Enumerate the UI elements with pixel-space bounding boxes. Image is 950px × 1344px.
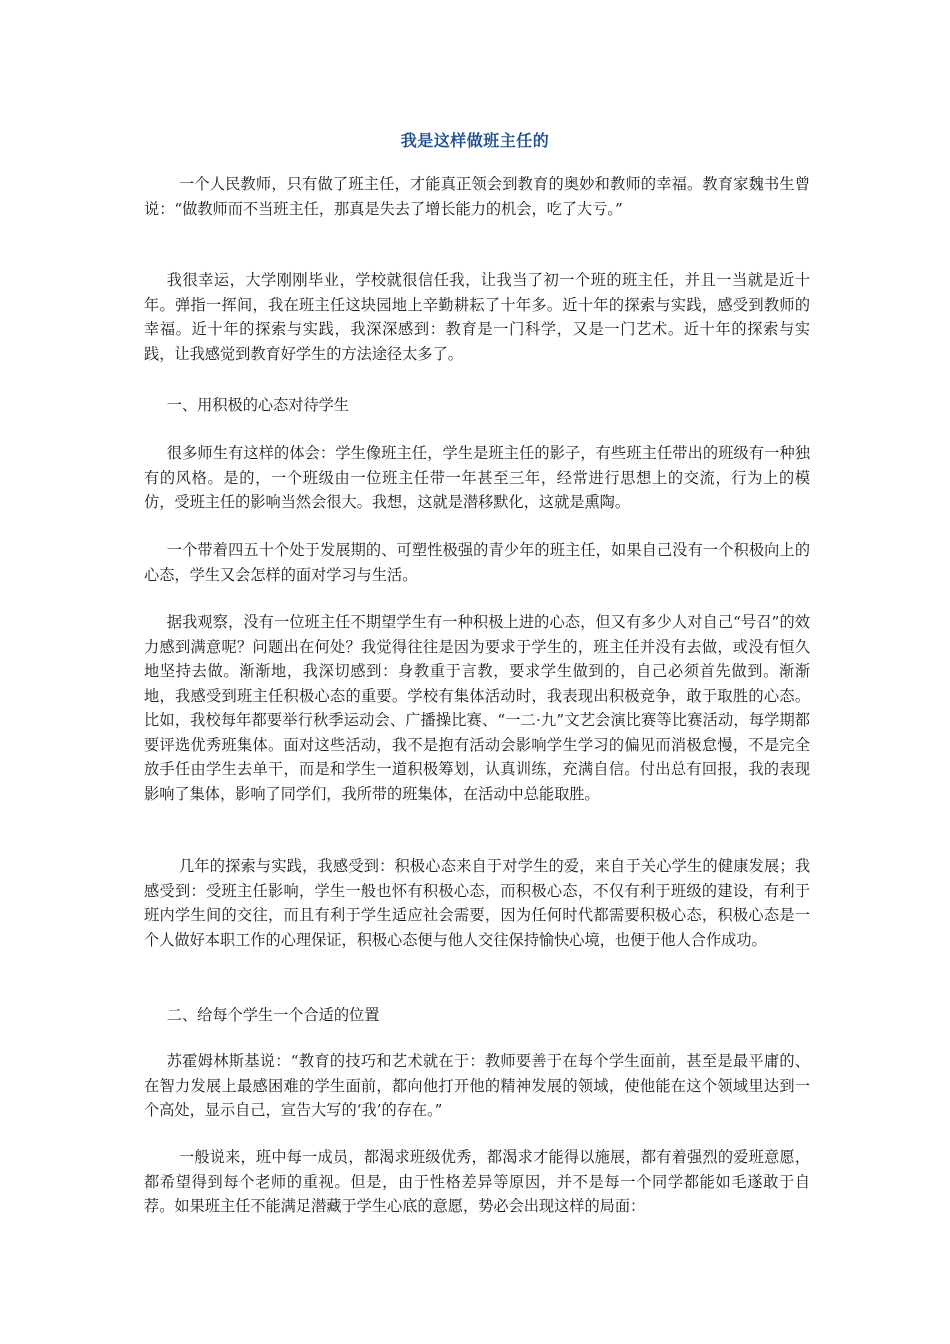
paragraph-general: 一般说来，班中每一成员，都渴求班级优秀，都渴求才能得以施展，都有着强烈的爱班意愿，都希望得到每个老师的重视。但是，由于性格差异等原因，并不是每一个同学都能如毛遂敢于自荐。如果班主任不能满足潜藏于学生心底的意愿，势必会出现这样的局面： [144,1148,810,1215]
document-title: 我是这样做班主任的 [400,131,550,150]
paragraph-intro: 一个人民教师，只有做了班主任，才能真正领会到教育的奥妙和教师的幸福。教育家魏书生曾说：“做教师而不当班主任，那真是失去了增长能力的机会，吃了大亏。” [144,175,810,218]
paragraph-reflection: 几年的探索与实践，我感受到：积极心态来自于对学生的爱，来自于关心学生的健康发展；我感受到：受班主任影响，学生一般也怀有积极心态，而积极心态，不仅有利于班级的建设，有利于班内学生间的交往，而且有利于学生适应社会需要，因为任何时代都需要积极心态，积极心态是一个人做好本职工作的心理保证，积极心态便与他人交往保持愉快心境，也便于他人合作成功。 [144,857,810,949]
paragraph-attitude: 一个带着四五十个处于发展期的、可塑性极强的青少年的班主任，如果自己没有一个积极向上的心态，学生又会怎样的面对学习与生活。 [144,541,810,584]
section-heading-2: 二、给每个学生一个合适的位置 [166,1006,380,1024]
paragraph-observation: 据我观察，没有一位班主任不期望学生有一种积极上进的心态，但又有多少人对自己“号召”的效力感到满意呢？问题出在何处？我觉得往往是因为要求于学生的，班主任并没有去做，或没有恒久地坚持去做。渐渐地，我深切感到：身教重于言教，要求学生做到的，自己必须首先做到。渐渐地，我感受到班主任积极心态的重要。学校有集体活动时，我表现出积极竞争，敢于取胜的心态。比如，我校每年都要举行秋季运动会、广播操比赛、“一二·九”文艺会演比赛等比赛活动，每学期都要评选优秀班集体。面对这些活动，我不是抱有活动会影响学生学习的偏见而消极怠慢，不是完全放手任由学生去单干，而是和学生一道积极筹划，认真训练，充满自信。付出总有回报，我的表现影响了集体，影响了同学们，我所带的班集体，在活动中总能取胜。 [144,613,810,803]
paragraph-experience: 我很幸运，大学刚刚毕业，学校就很信任我，让我当了初一个班的班主任，并且一当就是近十年。弹指一挥间，我在班主任这块园地上辛勤耕耘了十年多。近十年的探索与实践，感受到教师的幸福。近十年的探索与实践，我深深感到：教育是一门科学，又是一门艺术。近十年的探索与实践，让我感觉到教育好学生的方法途径太多了。 [144,271,810,363]
section-heading-1: 一、用积极的心态对待学生 [166,396,350,414]
paragraph-quote: 苏霍姆林斯基说：“教育的技巧和艺术就在于：教师要善于在每个学生面前，甚至是最平庸的、在智力发展上最感困难的学生面前，都向他打开他的精神发展的领域，使他能在这个领域里达到一个高处，显示自己，宣告大写的‘我’的存在。” [144,1052,810,1119]
paragraph-influence: 很多师生有这样的体会：学生像班主任，学生是班主任的影子，有些班主任带出的班级有一种独有的风格。是的，一个班级由一位班主任带一年甚至三年，经常进行思想上的交流，行为上的模仿，受班主任的影响当然会很大。我想，这就是潜移默化，这就是熏陶。 [144,444,810,511]
